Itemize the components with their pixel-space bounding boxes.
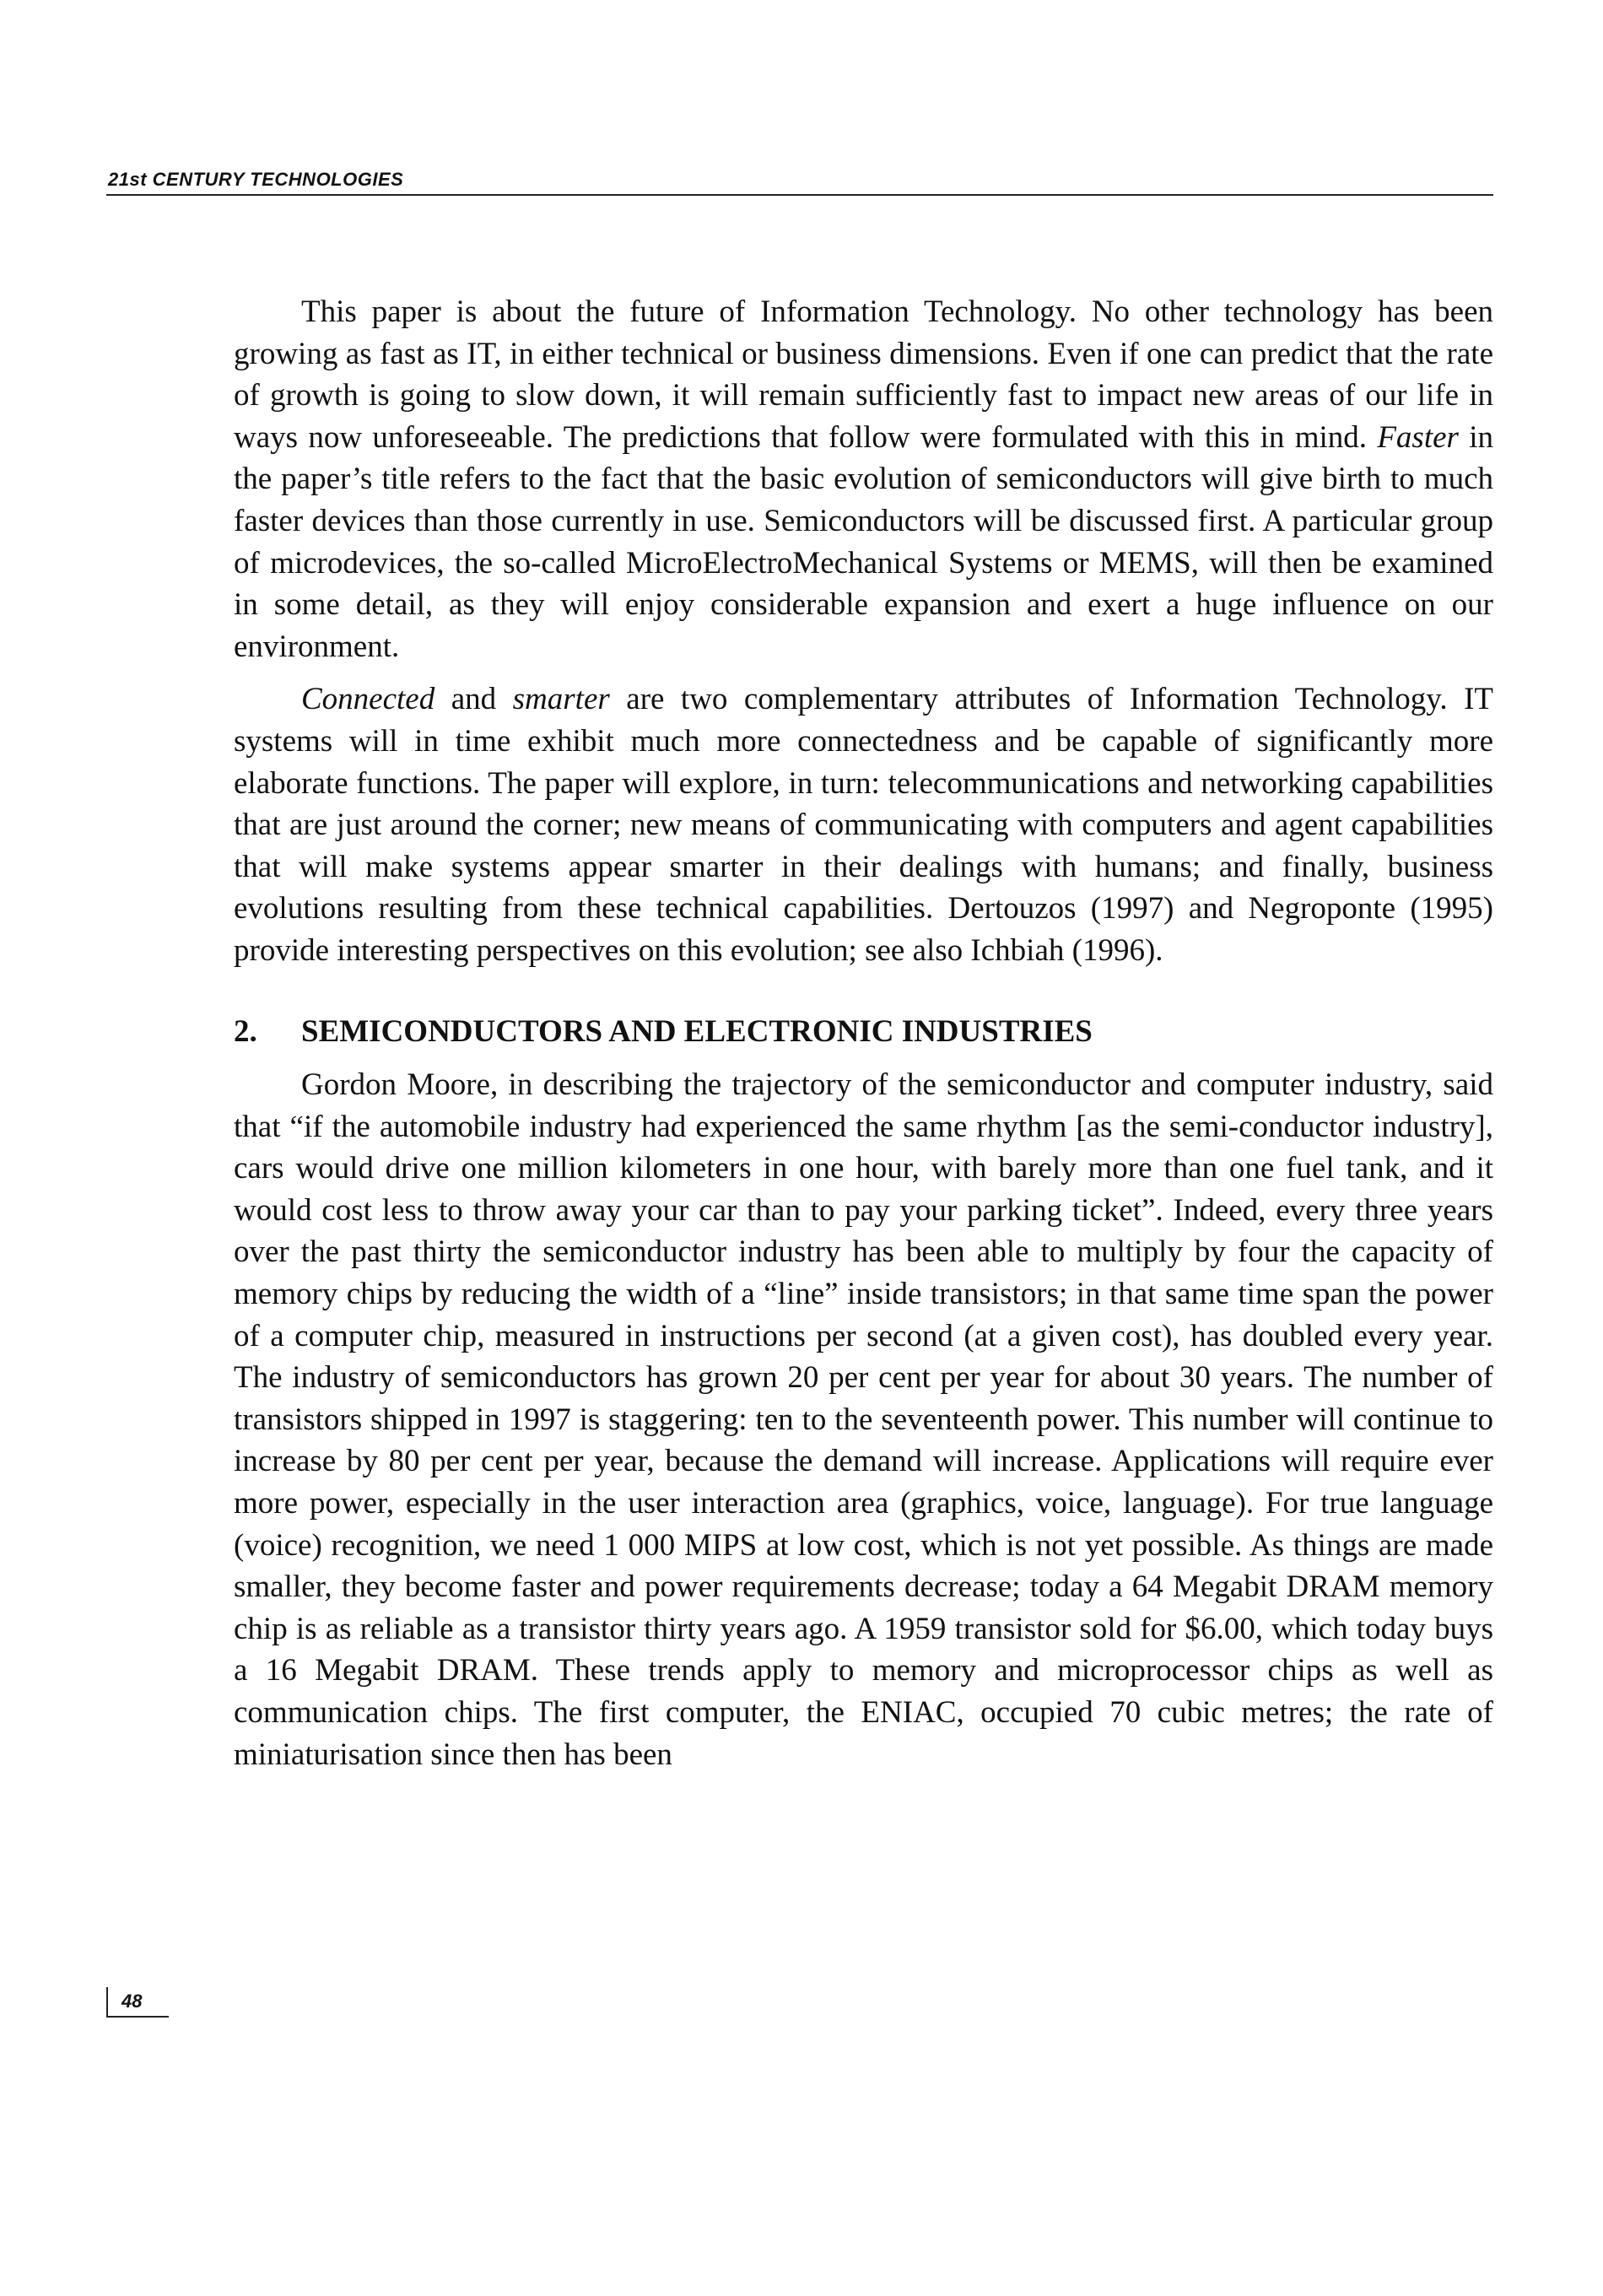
paragraph-intro-text-2: in the paper’s title refers to the fact that the basic evolution of semiconductors will give birth to much faster devices than those currently in use. Semiconductors will be discussed first. A particular group of microdevices, the so-called MicroElectroMechanical Systems or MEMS, will then be examined in some detail, as they will enjoy considerable expansion and exert a huge influence on our environment. xyxy=(234,419,1494,664)
paragraph-connected-text-1: and xyxy=(434,682,513,717)
section-title: SEMICONDUCTORS AND ELECTRONIC INDUSTRIES xyxy=(301,1013,1093,1049)
header-rule xyxy=(106,194,1493,196)
paragraph-intro xyxy=(234,291,1493,667)
running-header: 21st CENTURY TECHNOLOGIES xyxy=(108,169,404,190)
paragraph-intro-emphasis: Faster xyxy=(1377,419,1459,455)
paragraph-connected-emphasis-1: Connected xyxy=(301,682,435,717)
body-text xyxy=(234,291,1493,1775)
paragraph-intro-text-1: This paper is about the future of Information Technology. No other technology has been growing as fast as IT, in either technical or business dimensions. Even if one can predict that the rate of growth is going to slow down, it will remain sufficiently fast to impact new areas of our life in ways now unforeseeable. The predictions that follow were formulated with this in mind. xyxy=(234,294,1493,455)
page-number: 48 xyxy=(106,1987,169,2018)
paragraph-connected xyxy=(234,678,1493,971)
section-number: 2. xyxy=(234,1013,257,1049)
paragraph-moore: Gordon Moore, in describing the trajectory of the semiconductor and computer industry, said that “if the automobile industry had experienced the same rhythm [as the semi-conductor industry], cars would drive one million kilometers in one hour, with barely more than one fuel tank, and it would cost less to throw away your car than to pay your parking ticket”. Indeed, every three years over the past thirty the semiconductor industry has been able to multiply by four the capacity of memory chips by reducing the width of a “line” inside transistors; in that same time span the power of a computer chip, measured in instructions per second (at a given cost), has doubled every year. The industry of semiconductors has grown 20 per cent per year for about 30 years. The number of transistors shipped in 1997 is staggering: ten to the seventeenth power. This number will continue to increase by 80 per cent per year, because the demand will increase. Applications will require ever more power, especially in the user interaction area (graphics, voice, language). For true language (voice) recognition, we need 1 000 MIPS at low cost, which is not yet possible. As things are made smaller, they become faster and power requirements decrease; today a 64 Megabit DRAM memory chip is as reliable as a transistor thirty years ago. A 1959 transistor sold for $6.00, which today buys a 16 Megabit DRAM. These trends apply to memory and microprocessor chips as well as communication chips. The first computer, the ENIAC, occupied 70 cubic metres; the rate of miniaturisation since then has been xyxy=(234,1067,1493,1772)
section-heading xyxy=(234,1011,1493,1053)
paragraph-connected-emphasis-2: smarter xyxy=(512,682,610,717)
paragraph-connected-text-2: are two complementary attributes of Information Technology. IT systems will in time exhibit much more connectedness and be capable of significantly more elaborate functions. The paper will explore, in turn: telecommunications and networking capabilities that are just around the corner; new means of communicating with computers and agent capabilities that will make systems appear smarter in their dealings with humans; and finally, business evolutions resulting from these technical capabilities. Dertouzos (1997) and Negroponte (1995) provide interesting perspectives on this evolution; see also Ichbiah (1996). xyxy=(234,682,1493,968)
